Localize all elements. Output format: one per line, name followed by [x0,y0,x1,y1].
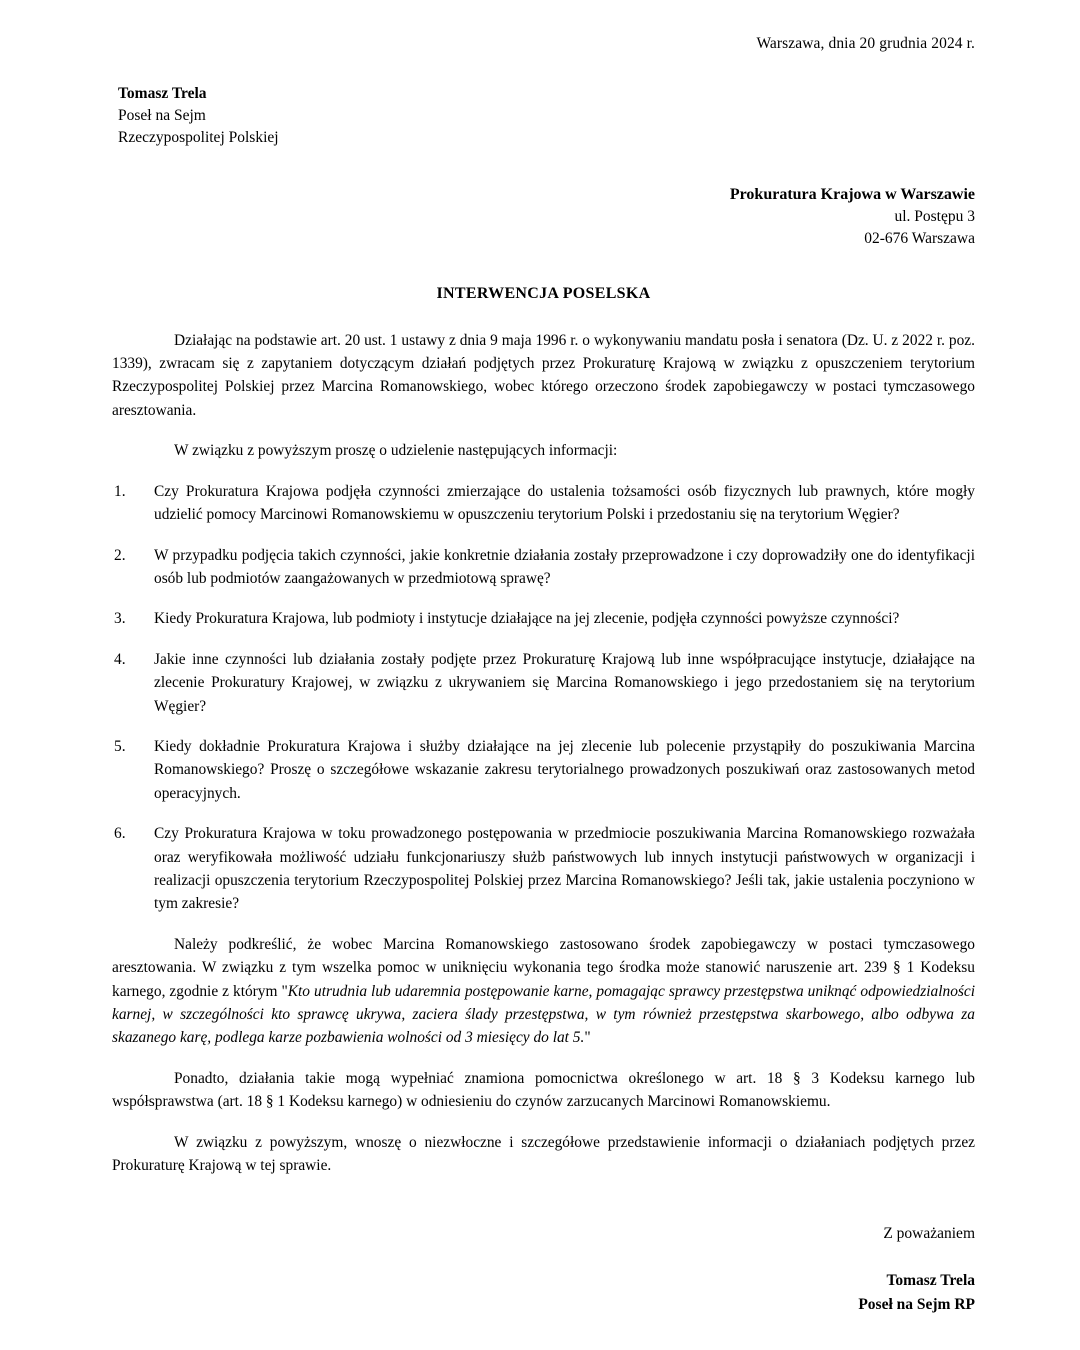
list-item [112,607,975,630]
list-item [112,735,975,805]
question-text: Kiedy Prokuratura Krajowa, lub podmioty i instytucje działające na jej zlecenie, podjęła czynności powyższe czynności? [154,610,900,628]
signature-name: Tomasz Trela [886,1272,975,1290]
question-text: Kiedy dokładnie Prokuratura Krajowa i służby działające na jej zlecenie lub polecenie przystąpiły do poszukiwania Marcina Romanowskiego? Proszę o szczegółowe wskazanie zakresu terytorialnego prowadzonych poszukiwań oraz zastosowanych metod operacyjnych. [154,737,975,802]
question-number: 4. [114,650,126,668]
signature-role: Poseł na Sejm RP [858,1295,975,1313]
questions-list [112,480,975,916]
question-text: Czy Prokuratura Krajowa podjęła czynności zmierzające do ustalenia tożsamości osób fizycznych lub prawnych, które mogły udzielić pomocy Marcinowi Romanowskiemu w opuszczeniu terytorium Polski i przedostaniu się na terytorium Węgier? [154,482,975,524]
final-paragraph: W związku z powyższym, wnoszę o niezwłoczne i szczegółowe przedstawienie informacji o działaniach podjętych przez Prokuraturę Krajową w tej sprawie. [112,1133,975,1175]
recipient-street: ul. Postępu 3 [894,208,975,226]
sender-role: Poseł na Sejm [118,107,206,124]
list-item [112,480,975,527]
signature-block [112,1269,975,1316]
recipient-institution: Prokuratura Krajowa w Warszawie [729,186,975,203]
emphasis-paragraph [112,933,975,1050]
intro-paragraph: Działając na podstawie art. 20 ust. 1 ustawy z dnia 9 maja 1996 r. o wykonywaniu mandatu posła i senatora (Dz. U. z 2022 r. poz. 1339), zwracam się z zapytaniem dotyczącym działań podjętych przez Prokuraturę Krajową w związku z opuszczeniem terytorium Rzeczypospolitej Polskiej przez Marcina Romanowskiego, wobec którego orzeczono środek zapobiegawczy w postaci tymczasowego aresztowania. [112,331,975,419]
accessory-paragraph: Ponadto, działania takie mogą wypełniać znamiona pomocnictwa określonego w art. 18 § 3 Kodeksu karnego lub współsprawstwa (art. 18 § 1 Kodeksu karnego) w odniesieniu do czynów zarzucanych Marcinowi Romanowskiemu. [112,1069,975,1111]
document-title: INTERWENCJA POSELSKA [436,284,651,302]
sender-country: Rzeczypospolitej Polskiej [118,129,279,146]
recipient-city: 02-676 Warszawa [864,230,975,248]
legal-quote: Kto utrudnia lub udaremnia postępowanie karne, pomagając sprawcy przestępstwa uniknąć odpowiedzialności karnej, w szczególności kto sprawcę ukrywa, zaciera ślady przestępstwa, w tym również przestępstwa skarbowego, albo odbywa za skazanego karę, podlega karze pozbawienia wolności od 3 miesięcy do lat 5. [112,982,975,1047]
question-text: W przypadku podjęcia takich czynności, jakie konkretnie działania zostały przeprowadzone i czy doprowadziły one do identyfikacji osób lub podmiotów zaangażowanych w przedmiotową sprawę? [154,546,975,587]
question-number: 1. [114,482,126,500]
recipient-block [112,183,975,251]
sender-block [118,83,975,149]
list-item [112,544,975,591]
sender-name: Tomasz Trela [118,85,207,102]
closing-line: Z poważaniem [883,1225,975,1243]
emphasis-text: Należy podkreślić, że wobec Marcina Romanowskiego zastosowano środek zapobiegawczy w postaci tymczasowego aresztowania. W związku z tym wszelka pomoc w uniknięciu wykonania tego środka może stanowić naruszenie art. 239 § 1 Kodeksu karnego, zgodnie z którym " [112,935,975,1000]
date-line: Warszawa, dnia 20 grudnia 2024 r. [756,35,975,52]
list-item [112,648,975,718]
question-number: 6. [114,825,126,843]
question-number: 3. [114,610,126,628]
list-item [112,822,975,916]
question-text: Czy Prokuratura Krajowa w toku prowadzonego postępowania w przedmiocie poszukiwania Marcina Romanowskiego rozważała oraz weryfikowała możliwość udziału funkcjonariuszy służb państwowych lub innych instytucji państwowych w organizacji i realizacji opuszczenia terytorium Rzeczypospolitej Polskiej przez Marcina Romanowskiego? Jeśli tak, jakie ustalenia poczyniono w tym zakresie? [154,825,975,913]
question-text: Jakie inne czynności lub działania zostały podjęte przez Prokuraturę Krajową lub inne współpracujące instytucje, działające na zlecenie Prokuratury Krajowej, w związku z ukrywaniem się Marcina Romanowskiego i jego przedostaniem się na terytorium Węgier? [154,650,975,715]
question-number: 5. [114,737,126,755]
quote-close: " [584,1029,591,1047]
request-paragraph: W związku z powyższym proszę o udzielenie następujących informacji: [174,442,618,460]
question-number: 2. [114,546,126,564]
